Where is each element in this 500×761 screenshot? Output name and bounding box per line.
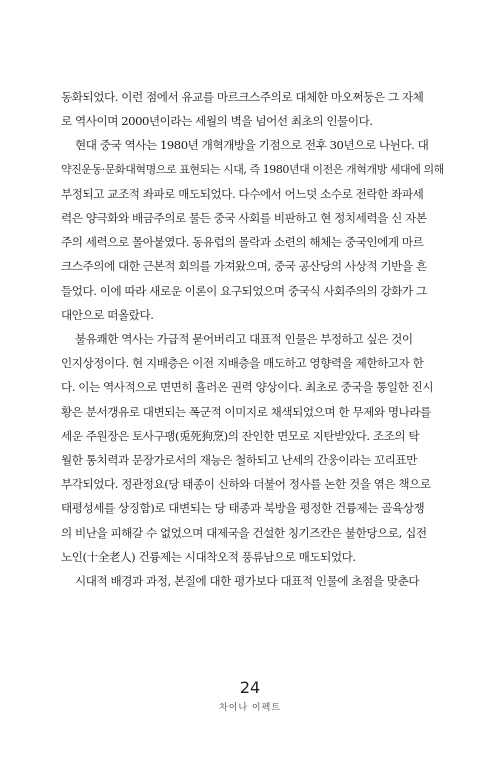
text-line: 태평성세를 상징함)로 대변되는 당 태종과 북방을 평정한 건륭제는 골육상쟁 <box>61 501 425 516</box>
text-line: 인지상정이다. 현 지배층은 이전 지배층을 매도하고 영향력을 제한하고자 한 <box>61 356 424 371</box>
text-line: 노인(十全老人) 건륭제는 시대착오적 풍류남으로 매도되었다. <box>61 549 356 564</box>
text-line: 약진운동·문화대혁명으로 표현되는 시대, 즉 1980년대 이전은 개혁개방 세대에 의해 <box>61 162 444 176</box>
text-line: 부정되고 교조적 좌파로 매도되었다. 다수에서 어느덧 소수로 전락한 좌파세 <box>61 186 424 201</box>
text-line: 부각되었다. 정관정요(당 태종이 신하와 더불어 정사를 논한 것을 엮은 책으로 <box>61 477 431 492</box>
text-line: 주의 세력으로 몰아붙였다. 동유럽의 몰락과 소련의 해체는 중국인에게 마르 <box>61 235 424 250</box>
paragraph <box>61 569 445 593</box>
text-line: 의 비난을 피해갈 수 없었으며 대제국을 건설한 칭기즈칸은 불한당으로, 십전 <box>61 525 427 540</box>
text-line: 대안으로 떠올랐다. <box>61 307 154 322</box>
body-text <box>61 85 445 593</box>
page-number: 24 <box>239 678 261 697</box>
text-line: 불유쾌한 역사는 가급적 묻어버리고 대표적 인물은 부정하고 싶은 것이 <box>75 332 413 347</box>
text-line: 로 역사이며 2000년이라는 세월의 벽을 넘어선 최초의 인물이다. <box>61 114 373 129</box>
text-line: 시대적 배경과 과정, 본질에 대한 평가보다 대표적 인물에 초점을 맞춘다 <box>75 574 420 589</box>
text-line: 다. 이는 역사적으로 면면히 흘러온 권력 양상이다. 최초로 중국을 통일한 진시 <box>61 380 434 395</box>
text-line: 황은 분서갱유로 대변되는 폭군적 이미지로 채색되었으며 한 무제와 명나라를 <box>61 404 431 419</box>
running-title: 차이나 이펙트 <box>218 703 282 713</box>
text-line: 세운 주원장은 토사구팽(兎死狗烹)의 잔인한 면모로 지탄받았다. 조조의 탁 <box>61 428 420 443</box>
text-line: 크스주의에 대한 근본적 회의를 가져왔으며, 중국 공산당의 사상적 기반을 흔 <box>61 259 427 274</box>
text-line: 들었다. 이에 따라 새로운 이론이 요구되었으며 중국식 사회주의의 강화가 그 <box>61 283 427 298</box>
paragraph <box>61 133 445 327</box>
text-line: 현대 중국 역사는 1980년 개혁개방을 기점으로 전후 30년으로 나뉜다. 대 <box>75 138 429 153</box>
text-line: 월한 통치력과 문장가로서의 재능은 철하되고 난세의 간웅이라는 꼬리표만 <box>61 453 417 468</box>
text-line: 력은 양극화와 배금주의로 물든 중국 사회를 비판하고 현 정치세력을 신 자본 <box>61 211 427 226</box>
paragraph <box>61 327 445 569</box>
paragraph <box>61 85 445 133</box>
text-line: 동화되었다. 이런 점에서 유교를 마르크스주의로 대체한 마오쩌둥은 그 자체 <box>61 90 424 104</box>
